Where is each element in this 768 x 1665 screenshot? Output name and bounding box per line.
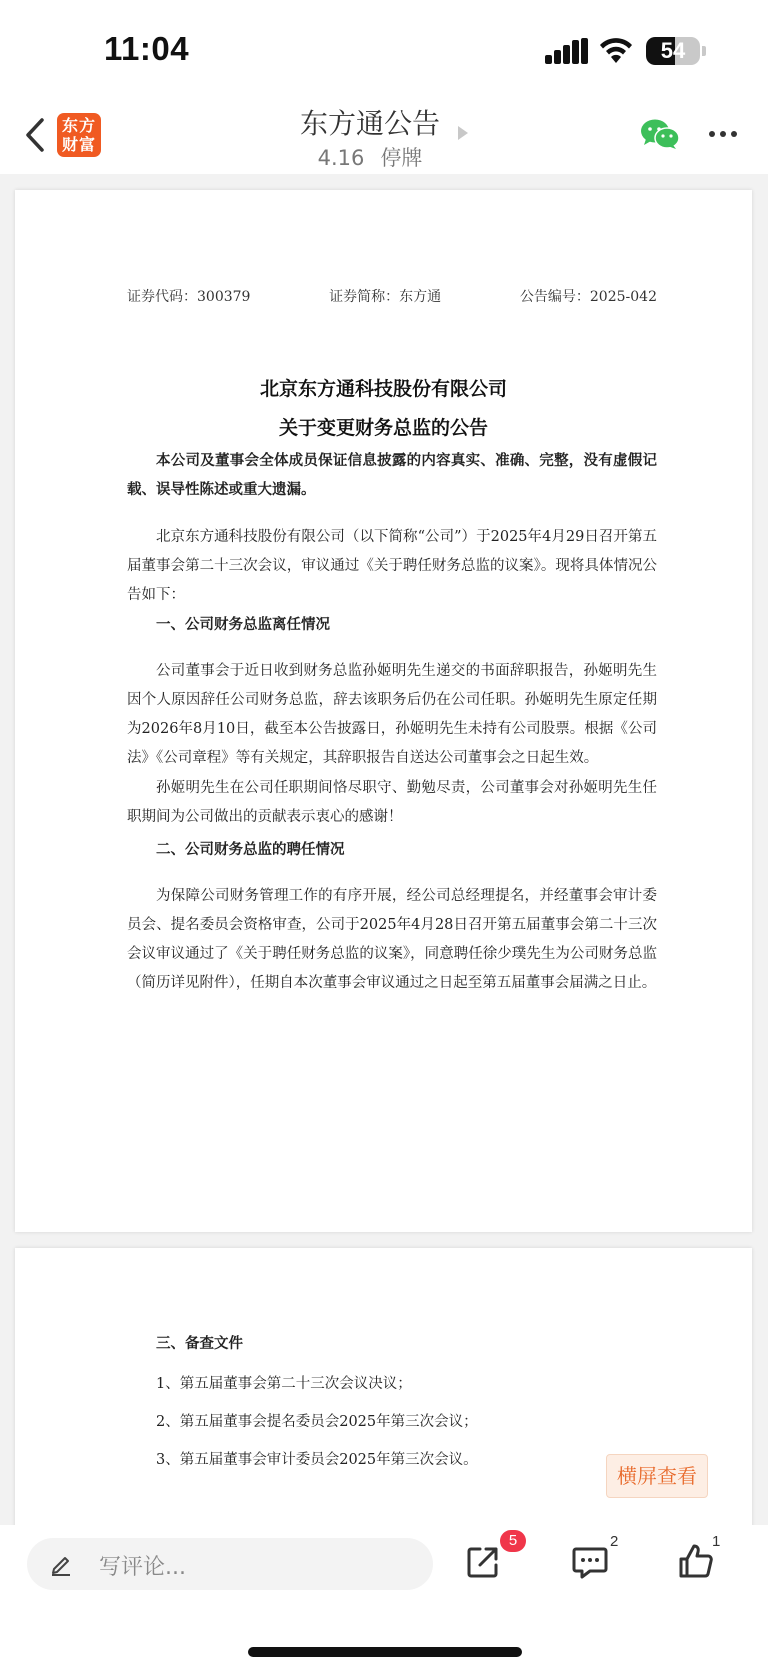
status-time: 11:04 — [104, 30, 190, 67]
app-logo[interactable] — [57, 113, 101, 157]
stock-status-line[interactable] — [250, 142, 490, 172]
security-abbr: 证券简称：东方通 — [329, 289, 442, 305]
bottom-action-bar — [0, 1525, 768, 1665]
wechat-icon[interactable] — [640, 118, 680, 150]
document-page-1 — [15, 190, 752, 1232]
comment-count: 2 — [610, 1533, 619, 1550]
announcement-number: 公告编号：2025-042 — [519, 289, 657, 305]
section3-title: 三、备查文件 — [156, 1336, 243, 1352]
list-item: 1、第五届董事会第二十三次会议决议； — [156, 1376, 412, 1392]
section2-paragraph1: 为保障公司财务管理工作的有序开展，经公司总经理提名，并经董事会审计委员会、提名委员会资格审查，公司于2025年4月28日召开第五届董事会第二十三次会议审议通过了《关于聘任财务总监的议案》，同意聘任徐少璞先生为公司财务总监（简历详见附件），任期自本次董事会审议通过之日起至第五届董事会届满之日止。 — [127, 888, 657, 991]
section2-title: 二、公司财务总监的聘任情况 — [156, 842, 345, 858]
document-header — [127, 286, 657, 306]
intro-paragraph: 北京东方通科技股份有限公司（以下简称“公司”）于2025年4月29日召开第五届董事会第二十三次会议，审议通过《关于聘任财务总监的议案》。现将具体情况公告如下： — [127, 529, 657, 603]
section1-paragraph2: 孙姬明先生在公司任职期间恪尽职守、勤勉尽责，公司董事会对孙姬明先生任职期间为公司做出的贡献表示衷心的感谢！ — [127, 780, 657, 825]
list-item: 2、第五届董事会提名委员会2025年第三次会议； — [156, 1414, 478, 1430]
cellular-signal-icon — [545, 38, 589, 64]
document-title-line1: 北京东方通科技股份有限公司 — [259, 378, 507, 400]
share-icon[interactable] — [466, 1545, 500, 1579]
battery-cap — [702, 46, 706, 56]
pencil-icon — [49, 1552, 73, 1576]
list-item: 3、第五届董事会审计委员会2025年第三次会议。 — [156, 1452, 478, 1468]
security-code: 证券代码：300379 — [127, 289, 251, 305]
battery-indicator — [646, 37, 700, 65]
status-date: 4.16 — [317, 146, 365, 170]
nav-bar — [0, 96, 768, 174]
status-bar — [0, 0, 768, 96]
logo-line1: 东方 — [61, 116, 96, 135]
statement-paragraph: 本公司及董事会全体成员保证信息披露的内容真实、准确、完整，没有虚假记载、误导性陈述或重大遗漏。 — [127, 452, 657, 498]
landscape-view-button[interactable]: 横屏查看 — [606, 1454, 708, 1498]
battery-level: 54 — [660, 38, 686, 63]
comment-icon[interactable] — [572, 1545, 608, 1579]
document-title-line2: 关于变更财务总监的公告 — [278, 417, 488, 439]
share-count-badge: 5 — [500, 1530, 526, 1552]
logo-line2: 财富 — [61, 135, 96, 154]
section1-title: 一、公司财务总监离任情况 — [156, 617, 330, 633]
more-horizontal-icon[interactable] — [708, 129, 738, 139]
like-count: 1 — [712, 1533, 721, 1550]
comment-placeholder: 写评论... — [99, 1555, 186, 1580]
trading-status: 停牌 — [380, 146, 423, 170]
play-icon[interactable] — [458, 126, 468, 140]
chevron-left-icon[interactable] — [22, 116, 48, 154]
wifi-icon — [598, 36, 634, 64]
home-indicator — [248, 1647, 522, 1657]
thumbs-up-icon[interactable] — [678, 1543, 714, 1579]
page-title: 东方通公告 — [299, 107, 440, 140]
section1-paragraph1: 公司董事会于近日收到财务总监孙姬明先生递交的书面辞职报告，孙姬明先生因个人原因辞任公司财务总监，辞去该职务后仍在公司任职。孙姬明先生原定任期为2026年8月10日，截至本公告披露日，孙姬明先生未持有公司股票。根据《公司法》《公司章程》等有关规定，其辞职报告自送达公司董事会之日起生效。 — [127, 663, 657, 766]
comment-input[interactable] — [27, 1538, 433, 1590]
